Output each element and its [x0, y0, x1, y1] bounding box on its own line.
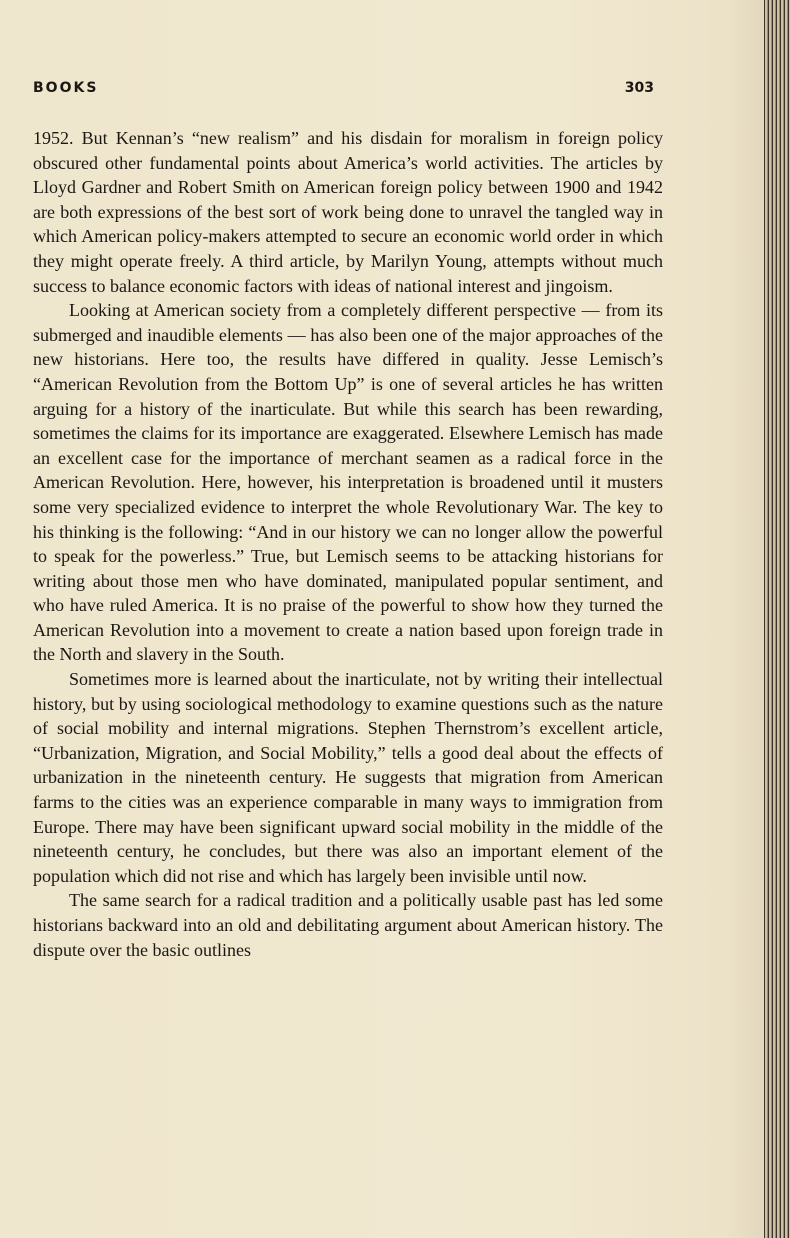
running-head	[33, 80, 654, 100]
show-through-footer	[0, 1130, 760, 1160]
paragraph-2: Looking at American society from a completely different perspective — from its submerged and inaudible elements — has also been one of the major approaches of the new historians. Here too, the results have differed in quality. Jesse Lemisch’s “American Revolution from the Bottom Up” is one of several articles he has written arguing for a history of the inarticulate. But while this search has been rewarding, sometimes the claims for its importance are exaggerated. Elsewhere Lemisch has made an excellent case for the importance of merchant seamen as a radical force in the American Revolution. Here, however, his interpretation is broadened until it musters some very specialized evidence to interpret the whole Revolutionary War. The key to his thinking is the following: “And in our history we can no longer allow the powerful to speak for the powerless.” True, but Lemisch seems to be attacking historians for writing about those men who have dominated, manipulated popular sentiment, and who have ruled America. It is no praise of the powerful to show how they turned the American Revolution into a movement to create a nation based upon foreign trade in the North and slavery in the South.	[33, 300, 663, 665]
paragraph-1: 1952. But Kennan’s “new realism” and his disdain for moralism in foreign policy obscured other fundamental points about America’s world activities. The articles by Lloyd Gardner and Robert Smith on American foreign policy between 1900 and 1942 are both expressions of the best sort of work being done to unravel the tangled way in which American policy-makers attempted to secure an economic world order in which they might operate freely. A third article, by Marilyn Young, attempts without much success to balance economic factors with ideas of national interest and jingoism.	[33, 128, 663, 296]
page-number: 303	[624, 80, 654, 96]
paragraph-3: Sometimes more is learned about the inarticulate, not by writing their intellectual history, but by using sociological methodology to examine questions such as the nature of social mobility and internal migrations. Stephen Thernstrom’s excellent article, “Urbanization, Migration, and Social Mobility,” tells a good deal about the effects of urbanization in the nineteenth century. He suggests that migration from American farms to the cities was an experience comparable in many ways to immigration from Europe. There may have been significant upward social mobility in the middle of the nineteenth century, he concludes, but there was also an important element of the population which did not rise and which has largely been invisible until now.	[33, 669, 663, 886]
paragraph-4: The same search for a radical tradition and a politically usable past has led some historians backward into an old and debilitating argument about American history. The dispute over the basic outlines	[33, 890, 663, 960]
section-title: BOOKS	[33, 80, 99, 96]
body-text	[33, 126, 663, 962]
page-edge	[764, 0, 790, 1238]
